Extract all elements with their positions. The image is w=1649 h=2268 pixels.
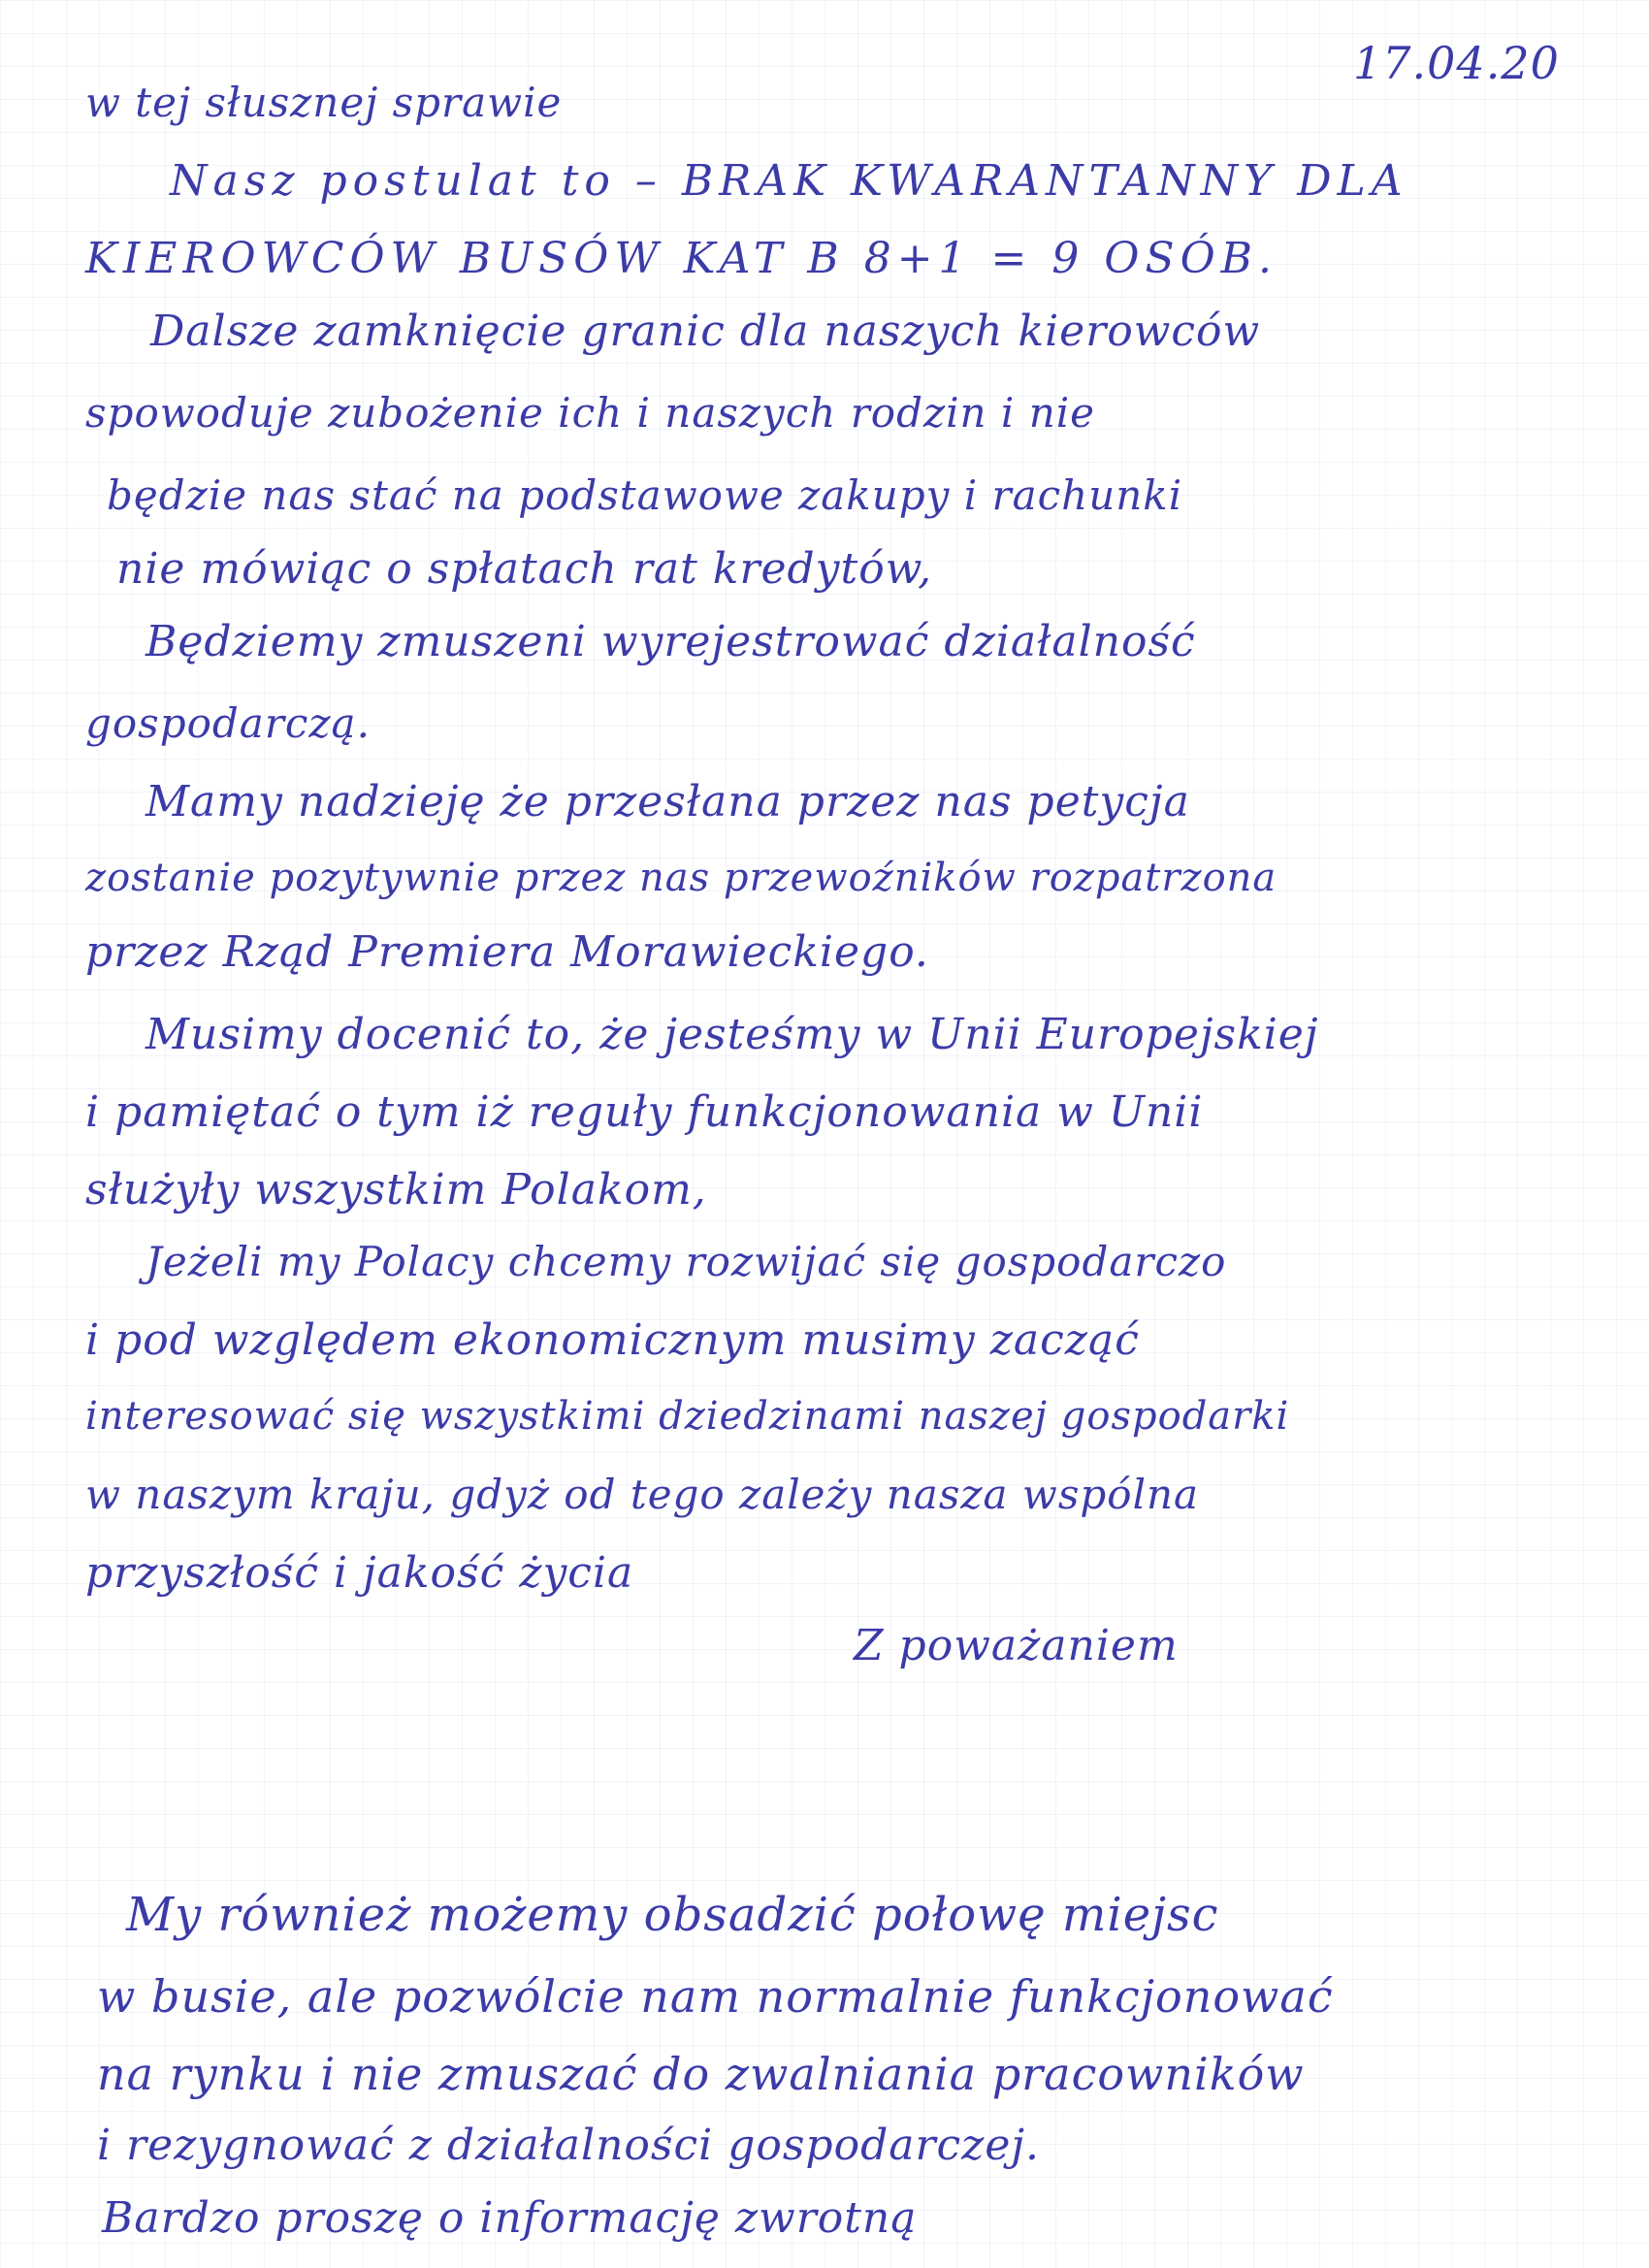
letter-line: Dalsze zamknięcie granic dla naszych kierowców bbox=[150, 307, 1261, 356]
letter-line: na rynku i nie zmuszać do zwalniania pracowników bbox=[97, 2048, 1305, 2100]
letter-line: KIEROWCÓW BUSÓW KAT B 8+1 = 9 OSÓB. bbox=[85, 234, 1277, 283]
letter-line: w busie, ale pozwólcie nam normalnie funkcjonować bbox=[97, 1970, 1334, 2023]
letter-line: Bardzo proszę o informację zwrotną bbox=[102, 2193, 918, 2243]
letter-line: nie mówiąc o spłatach rat kredytów, bbox=[116, 544, 933, 594]
letter-line: służyły wszystkim Polakom, bbox=[85, 1165, 707, 1215]
letter-line: Jeżeli my Polacy chcemy rozwijać się gospodarczo bbox=[146, 1238, 1227, 1285]
letter-line: i rezygnować z działalności gospodarczej. bbox=[97, 2121, 1041, 2170]
closing-salutation: Z poważaniem bbox=[854, 1621, 1179, 1670]
letter-line: spowoduje zubożenie ich i naszych rodzin i nie bbox=[85, 389, 1096, 437]
letter-line: w tej słusznej sprawie bbox=[85, 79, 563, 126]
letter-line: przyszłość i jakość życia bbox=[85, 1548, 634, 1598]
letter-line: zostanie pozytywnie przez nas przewoźników rozpatrzona bbox=[85, 856, 1277, 900]
letter-line: i pod względem ekonomicznym musimy zacząć bbox=[85, 1315, 1140, 1365]
date: 17.04.20 bbox=[1353, 37, 1560, 89]
letter-line: Będziemy zmuszeni wyrejestrować działalność bbox=[146, 617, 1196, 666]
letter-line: interesować się wszystkimi dziedzinami naszej gospodarki bbox=[85, 1394, 1290, 1439]
letter-line: przez Rząd Premiera Morawieckiego. bbox=[85, 927, 929, 977]
letter-line: My również możemy obsadzić połowę miejsc bbox=[126, 1888, 1219, 1942]
letter-line: będzie nas stać na podstawowe zakupy i rachunki bbox=[107, 471, 1183, 519]
letter-line: w naszym kraju, gdyż od tego zależy nasza wspólna bbox=[85, 1471, 1200, 1518]
letter-line: Mamy nadzieję że przesłana przez nas petycja bbox=[146, 777, 1190, 826]
letter-line: Nasz postulat to – BRAK KWARANTANNY DLA bbox=[170, 156, 1408, 206]
letter-line: gospodarczą. bbox=[85, 699, 371, 747]
letter-line: Musimy docenić to, że jesteśmy w Unii Europejskiej bbox=[146, 1010, 1319, 1059]
letter-line: i pamiętać o tym iż reguły funkcjonowania w Unii bbox=[85, 1087, 1204, 1137]
